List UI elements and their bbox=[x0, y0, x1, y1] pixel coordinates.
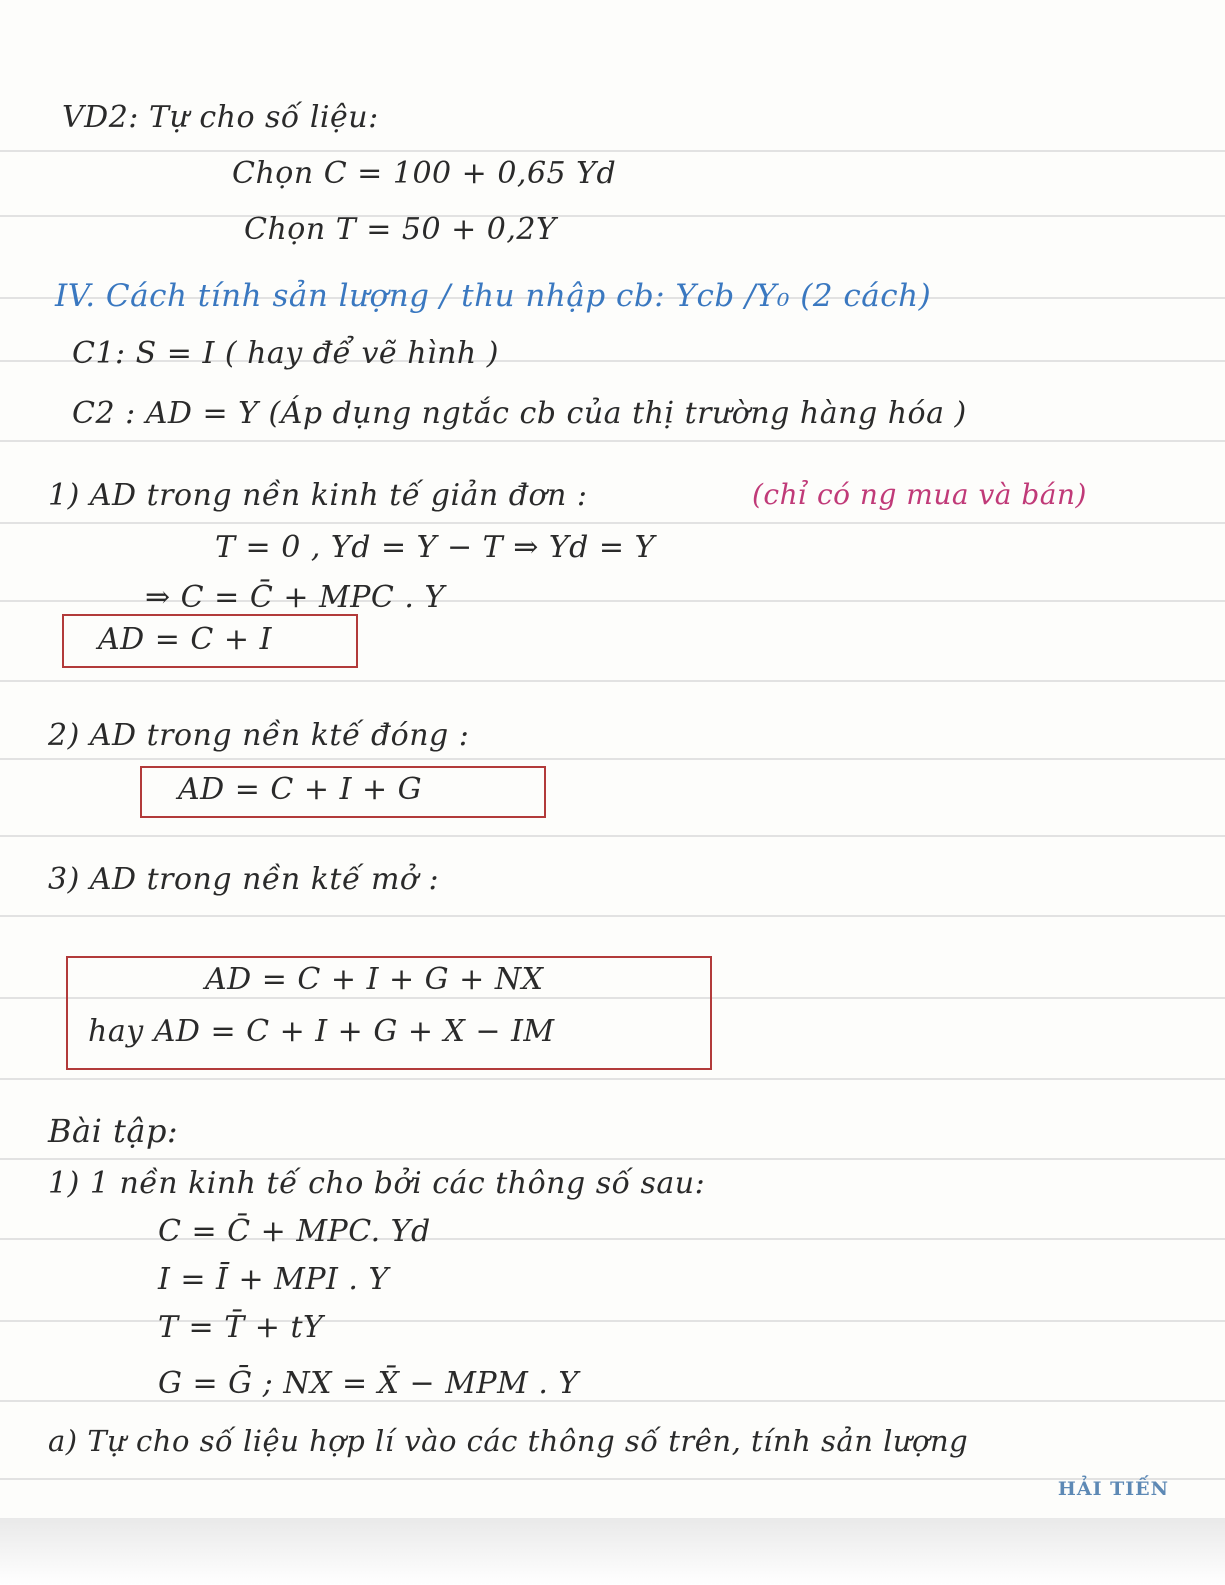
vd2-tax-eq: Chọn T = 50 + 0,2Y bbox=[244, 212, 557, 247]
method-c2: C2 : AD = Y (Áp dụng ngtắc cb của thị trường hàng hóa ) bbox=[72, 396, 967, 431]
method-c1: C1: S = I ( hay để vẽ hình ) bbox=[72, 336, 499, 371]
watermark: HẢI TIẾN bbox=[1057, 1478, 1169, 1500]
part3-formula-1: AD = C + I + G + NX bbox=[205, 962, 544, 997]
page-bottom-edge bbox=[0, 1518, 1225, 1585]
part1-eq1: T = 0 , Yd = Y − T ⇒ Yd = Y bbox=[215, 530, 655, 565]
part1-eq2: ⇒ C = C̄ + MPC . Y bbox=[145, 580, 445, 615]
exercise-heading: Bài tập: bbox=[48, 1112, 179, 1150]
part2-formula: AD = C + I + G bbox=[178, 772, 423, 807]
ruled-line bbox=[0, 758, 1225, 760]
ruled-line bbox=[0, 1078, 1225, 1080]
ruled-line bbox=[0, 835, 1225, 837]
ruled-line bbox=[0, 915, 1225, 917]
ruled-line bbox=[0, 215, 1225, 217]
exercise-g-nx-eq: G = Ḡ ; NX = X̄ − MPM . Y bbox=[158, 1366, 579, 1401]
ruled-line bbox=[0, 150, 1225, 152]
part1-formula: AD = C + I bbox=[98, 622, 272, 657]
vd2-consumption-eq: Chọn C = 100 + 0,65 Yd bbox=[232, 156, 617, 191]
part1-title: 1) AD trong nền kinh tế giản đơn : bbox=[48, 478, 588, 513]
exercise-c-eq: C = C̄ + MPC. Yd bbox=[158, 1214, 431, 1249]
section-iv-heading: IV. Cách tính sản lượng / thu nhập cb: Ycb /Y₀ (2 cách) bbox=[55, 278, 932, 314]
ruled-line bbox=[0, 1478, 1225, 1480]
part1-note: (chỉ có ng mua và bán) bbox=[752, 478, 1087, 511]
vd2-title: VD2: Tự cho số liệu: bbox=[62, 100, 379, 135]
exercise-i-eq: I = Ī + MPI . Y bbox=[158, 1262, 389, 1297]
part2-title: 2) AD trong nền ktế đóng : bbox=[48, 718, 470, 753]
part3-formula-2: hay AD = C + I + G + X − IM bbox=[88, 1014, 555, 1049]
exercise-part-a: a) Tự cho số liệu hợp lí vào các thông số trên, tính sản lượng bbox=[48, 1424, 969, 1458]
exercise-q1: 1) 1 nền kinh tế cho bởi các thông số sau: bbox=[48, 1166, 706, 1201]
ruled-line bbox=[0, 1158, 1225, 1160]
part3-title: 3) AD trong nền ktế mở : bbox=[48, 862, 440, 897]
ruled-line bbox=[0, 522, 1225, 524]
exercise-t-eq: T = T̄ + tY bbox=[158, 1310, 324, 1345]
ruled-line bbox=[0, 680, 1225, 682]
ruled-line bbox=[0, 440, 1225, 442]
